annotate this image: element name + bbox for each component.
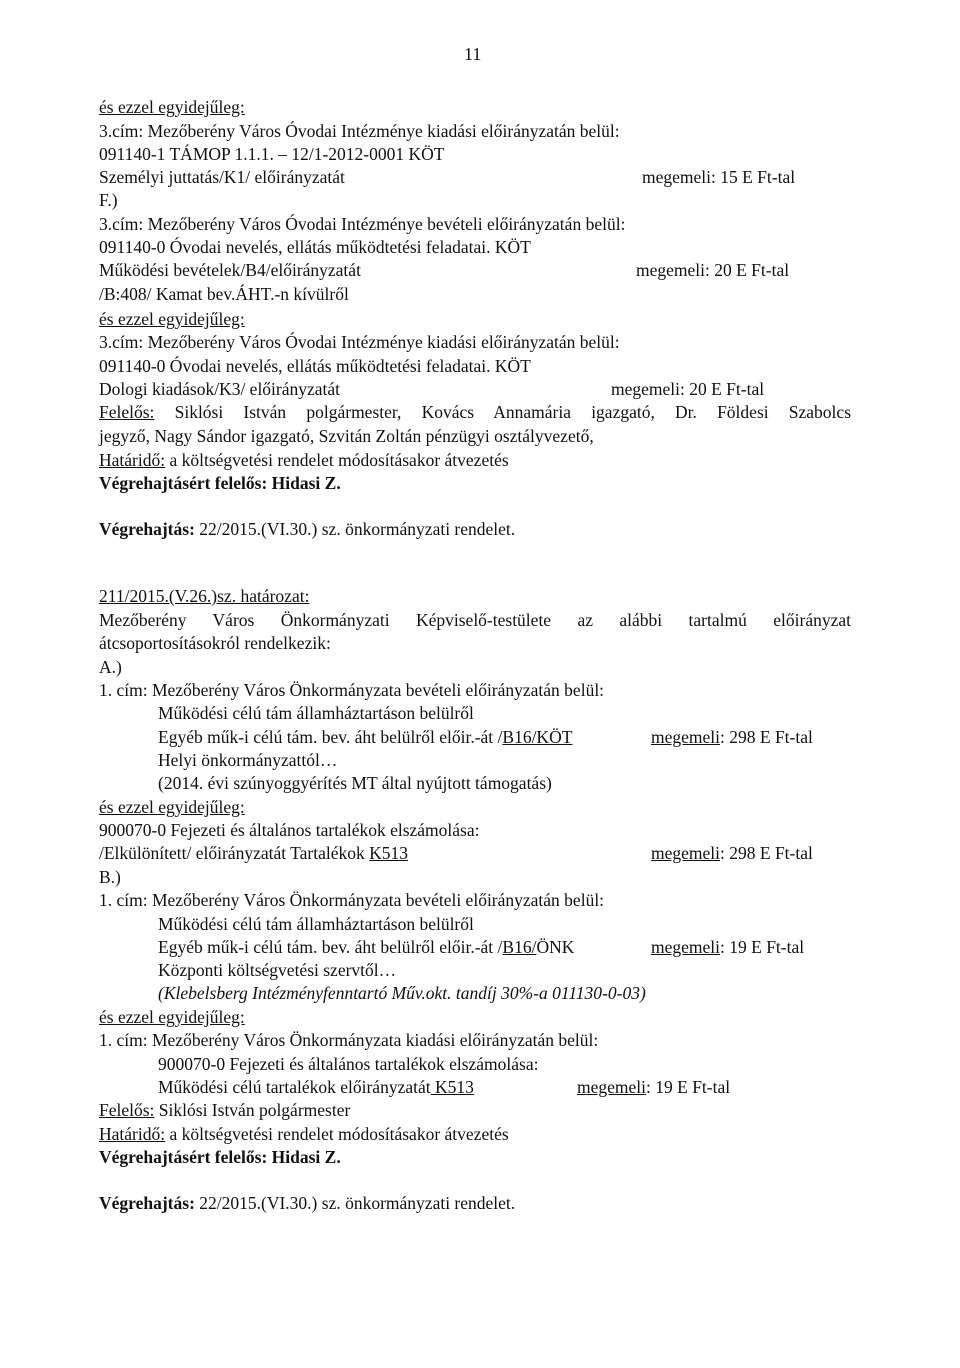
deadline-line [99,449,509,471]
execution-label: Végrehajtás: [99,519,195,539]
responsible-text: Siklósi István polgármester [154,1100,351,1120]
executor-line: Végrehajtásért felelős: Hidasi Z. [99,1147,341,1167]
text-line: 3.cím: Mezőberény Város Óvodai Intézménye kiadási előirányzatán belül: [99,332,620,352]
text-line: Működési célú tám államháztartáson belülről [158,703,474,723]
increase-label: megemeli [577,1077,647,1097]
concurrently-heading: és ezzel egyidejűleg: [99,97,245,117]
execution-text: 22/2015.(VI.30.) sz. önkormányzati rendelet. [194,1193,516,1213]
concurrently-heading: és ezzel egyidejűleg: [99,1007,245,1027]
text-line [158,1076,474,1098]
amount-value: : 298 E Ft-tal [720,843,813,863]
amount-text: megemeli: 20 E Ft-tal [636,260,790,280]
text-line: (2014. évi szúnyoggyérítés MT által nyújtott támogatás) [158,773,552,793]
text-line: 091140-0 Óvodai nevelés, ellátás működtetési feladatai. KÖT [99,237,531,257]
text-line: 900070-0 Fejezeti és általános tartalékok elszámolása: [99,820,480,840]
deadline-text: a költségvetési rendelet módosításakor átvezetés [165,1124,509,1144]
code-text: B16/ [502,937,537,957]
item-a-label: A.) [99,657,122,677]
amount-text [651,936,804,958]
deadline-text: a költségvetési rendelet módosításakor átvezetés [165,450,509,470]
text-part: Működési célú tartalékok előirányzatát [158,1077,431,1097]
code-text: K513 [369,843,408,863]
text-line: Működési célú tám államháztartáson belülről [158,914,474,934]
text-line: (Klebelsberg Intézményfenntartó Műv.okt. tandíj 30%-a 011130-0-03) [158,983,646,1003]
text-line [99,842,408,864]
concurrently-heading: és ezzel egyidejűleg: [99,797,245,817]
execution-line [99,1192,515,1214]
amount-text: megemeli: 15 E Ft-tal [642,167,796,187]
responsible-line [99,1099,350,1121]
text-part: /Elkülönített/ előirányzatát Tartalékok [99,843,370,863]
resolution-intro: Mezőberény Város Önkormányzati Képviselő-testülete az alábbi tartalmú előirányzat [99,610,851,630]
amount-value: : 19 E Ft-tal [646,1077,731,1097]
execution-label: Végrehajtás: [99,1193,195,1213]
amount-text [577,1076,730,1098]
text-part: ÖNK [536,937,575,957]
amount-value: : 298 E Ft-tal [720,727,813,747]
code-text: K513 [430,1077,474,1097]
amount-value: : 19 E Ft-tal [720,937,805,957]
increase-label: megemeli [651,843,721,863]
text-line [158,726,572,748]
amount-text: megemeli: 20 E Ft-tal [611,379,765,399]
text-line: 1. cím: Mezőberény Város Önkormányzata bevételi előirányzatán belül: [99,680,605,700]
text-line: Személyi juttatás/K1/ előirányzatát [99,167,345,187]
deadline-line [99,1123,509,1145]
increase-label: megemeli [651,937,721,957]
text-line: 091140-1 TÁMOP 1.1.1. – 12/1-2012-0001 KÖT [99,144,445,164]
text-line: jegyző, Nagy Sándor igazgató, Szvitán Zoltán pénzügyi osztályvezető, [99,426,594,446]
text-line: Központi költségvetési szervtől… [158,960,397,980]
executor-line: Végrehajtásért felelős: Hidasi Z. [99,473,341,493]
text-line [158,936,574,958]
text-line: F.) [99,190,118,210]
text-part: Egyéb műk-i célú tám. bev. áht belülről előir.-át / [158,727,503,747]
text-part: Egyéb műk-i célú tám. bev. áht belülről előir.-át / [158,937,503,957]
responsible-label: Felelős: [99,1100,155,1120]
item-b-label: B.) [99,867,121,887]
resolution-number: 211/2015.(V.26.)sz. határozat: [99,586,310,606]
text-line: Helyi önkormányzattól… [158,750,338,770]
amount-text [651,726,813,748]
text-line: /B:408/ Kamat bev.ÁHT.-n kívülről [99,284,349,304]
text-line: 3.cím: Mezőberény Város Óvodai Intézménye kiadási előirányzatán belül: [99,121,620,141]
execution-text: 22/2015.(VI.30.) sz. önkormányzati rendelet. [194,519,516,539]
text-line: Működési bevételek/B4/előirányzatát [99,260,361,280]
responsible-line [99,401,851,423]
text-line: 3.cím: Mezőberény Város Óvodai Intézménye bevételi előirányzatán belül: [99,214,626,234]
amount-text [651,842,813,864]
text-line: Dologi kiadások/K3/ előirányzatát [99,379,341,399]
text-line: 900070-0 Fejezeti és általános tartalékok elszámolása: [158,1054,539,1074]
deadline-label: Határidő: [99,450,166,470]
text-line: 091140-0 Óvodai nevelés, ellátás működtetési feladatai. KÖT [99,356,531,376]
code-text: B16/KÖT [502,727,573,747]
page-number: 11 [464,44,482,64]
increase-label: megemeli [651,727,721,747]
text-line: átcsoportosításokról rendelkezik: [99,633,331,653]
deadline-label: Határidő: [99,1124,166,1144]
execution-line [99,518,515,540]
concurrently-heading: és ezzel egyidejűleg: [99,309,245,329]
text-line: 1. cím: Mezőberény Város Önkormányzata bevételi előirányzatán belül: [99,890,605,910]
responsible-label: Felelős: [99,402,155,422]
responsible-text: Siklósi István polgármester, Kovács Annamária igazgató, Dr. Földesi Szabolcs [154,402,851,422]
text-line: 1. cím: Mezőberény Város Önkormányzata kiadási előirányzatán belül: [99,1030,599,1050]
